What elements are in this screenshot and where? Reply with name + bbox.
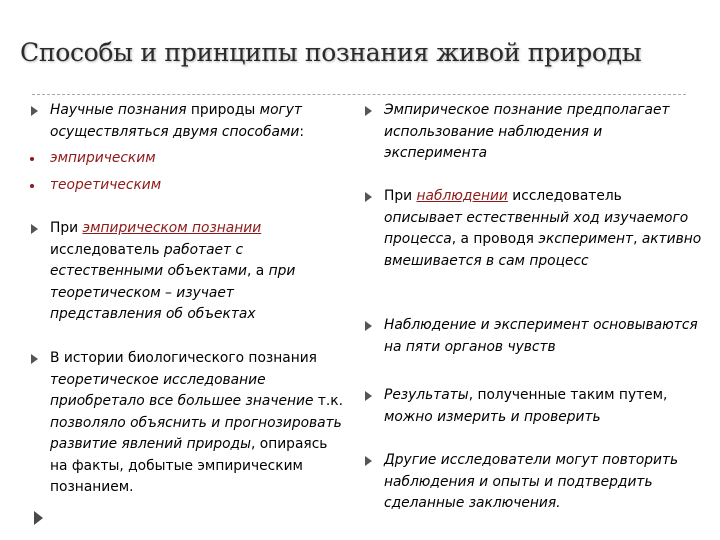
right-item-results — [360, 385, 704, 428]
text-scientific-knowledge: Научные познания — [50, 102, 187, 118]
triangle-bullet-icon — [365, 456, 372, 466]
dot-bullet-icon — [30, 184, 34, 188]
right-item-other-researchers — [360, 450, 704, 515]
triangle-bullet-icon — [31, 354, 38, 364]
text-allowed-explain: позволяло объяснить и прогнозировать развитие явлений природы — [50, 414, 342, 452]
title-divider — [32, 94, 686, 95]
text-measure-verify: можно измерить и проверить — [384, 408, 601, 425]
text-history: В истории биологического познания — [50, 350, 317, 366]
text-results: Результаты — [384, 387, 469, 403]
text-based-on-facts: , опираясь на факты, добытые эмпирическим познанием. — [50, 436, 328, 495]
text-intervenes: активно вмешивается в сам процесс — [384, 231, 702, 269]
text-because: т.к. — [313, 393, 344, 409]
text-works-with-objects: работает с естественными объектами — [50, 241, 247, 279]
right-item-empirical — [360, 100, 704, 165]
left-subitem-theoretical — [26, 175, 344, 197]
text-pri: При — [50, 220, 83, 236]
triangle-bullet-icon — [31, 224, 38, 234]
text-nature: природы — [186, 102, 260, 118]
text-theoretical: теоретическим — [50, 177, 162, 193]
text-describes-process: описывает естественный ход изучаемого процесса — [384, 209, 689, 247]
text-and: , а — [246, 263, 269, 279]
text-and-conducting: , а проводя — [451, 231, 539, 247]
left-item-methods — [26, 100, 344, 143]
text-obtained: , полученные таким путем, — [468, 387, 668, 403]
text-observation: наблюдении — [416, 188, 508, 204]
text-pri: При — [384, 188, 417, 204]
text-five-senses: Наблюдение и эксперимент основываются на пяти органов чувств — [384, 317, 698, 355]
right-item-observation — [360, 186, 704, 272]
text-empirical: эмпирическим — [50, 150, 156, 166]
text-colon: : — [299, 123, 304, 140]
triangle-bullet-icon — [31, 106, 38, 116]
left-item-history — [26, 348, 344, 499]
text-theoretical-studies: при теоретическом – изучает представления об объектах — [50, 263, 296, 322]
triangle-bullet-icon — [365, 192, 372, 202]
left-subitem-empirical — [26, 148, 344, 170]
left-item-empirical-knowledge — [26, 218, 344, 326]
triangle-bullet-icon — [365, 321, 372, 331]
triangle-bullet-icon — [365, 106, 372, 116]
dot-bullet-icon — [30, 157, 34, 161]
text-researcher: исследователь — [50, 241, 164, 258]
text-experiment: эксперимент — [538, 231, 634, 247]
text-empirical-knowledge: эмпирическом познании — [82, 220, 262, 236]
text-theoretical-research: теоретическое исследование приобретало все большее значение — [50, 371, 314, 409]
text-comma: , — [633, 231, 642, 247]
right-item-senses — [360, 315, 704, 358]
slide-nav-arrow-icon — [34, 511, 43, 525]
text-researcher: исследователь — [507, 188, 622, 204]
triangle-bullet-icon — [365, 391, 372, 401]
text-empirical-implies: Эмпирическое познание предполагает использование наблюдения и эксперимента — [384, 102, 670, 161]
text-other-researchers: Другие исследователи могут повторить наблюдения и опыты и подтвердить сделанные заключения. — [384, 452, 679, 511]
slide-title: Способы и принципы познания живой природы — [20, 38, 642, 67]
text-can-be-done: могут осуществляться двумя способами — [50, 102, 302, 140]
